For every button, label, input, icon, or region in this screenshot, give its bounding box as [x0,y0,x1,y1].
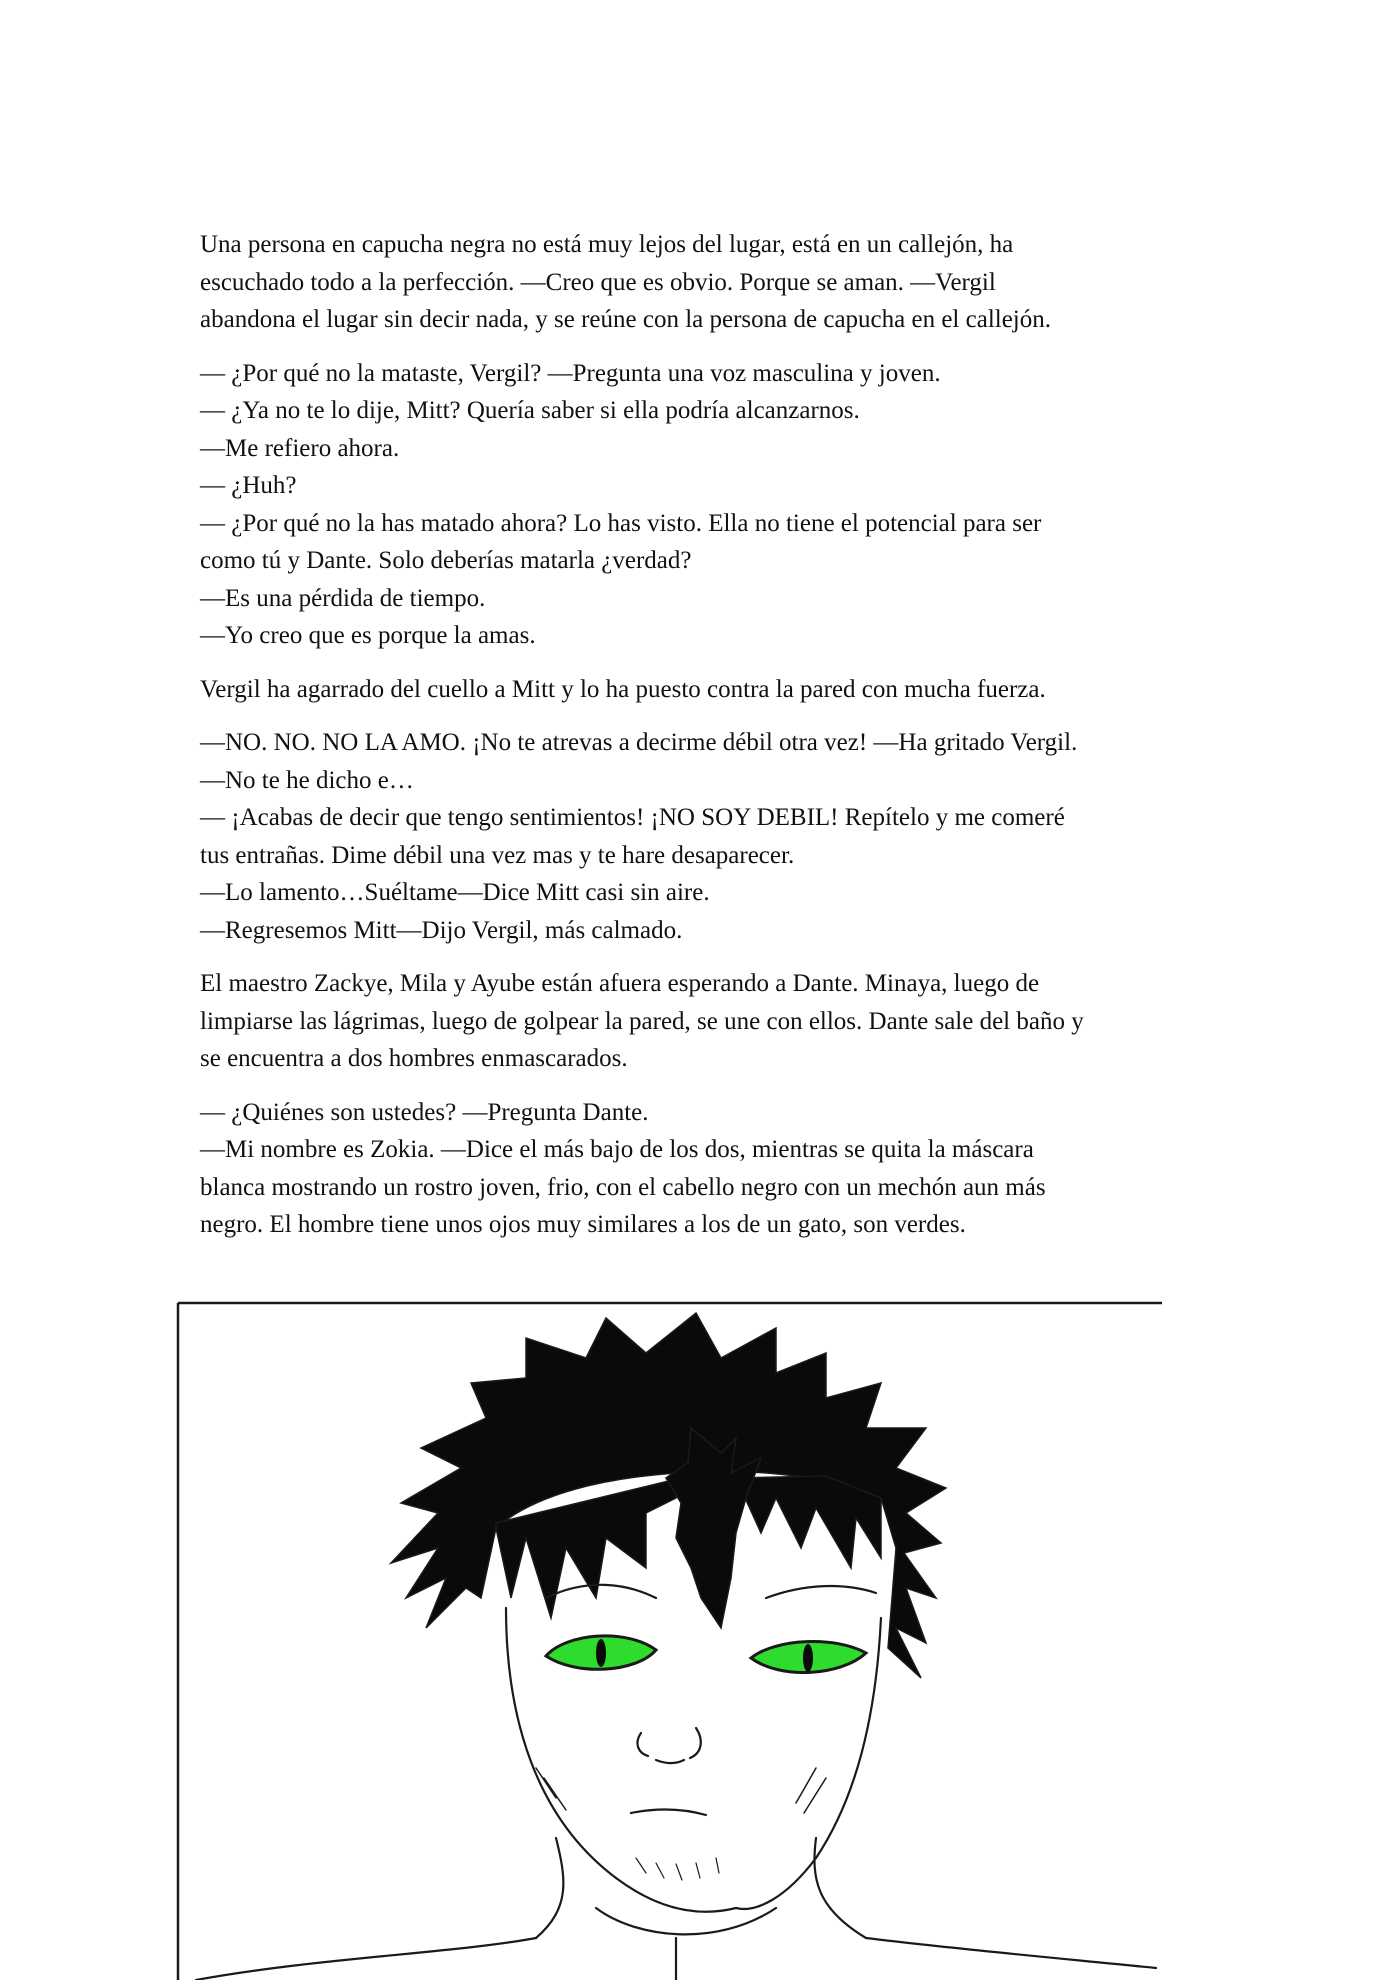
paragraph-5 [200,965,1210,1078]
text-line: —Regresemos Mitt—Dijo Vergil, más calmado. [200,916,683,944]
paragraph-2 [200,355,1210,655]
character-illustration [176,1298,1176,1980]
paragraph-6 [200,1094,1210,1244]
text-line: limpiarse las lágrimas, luego de golpear la pared, se une con ellos. Dante sale del baño y [200,1007,1084,1035]
text-line: Vergil ha agarrado del cuello a Mitt y lo ha puesto contra la pared con mucha fuerza. [200,675,1046,703]
text-line: Una persona en capucha negra no está muy lejos del lugar, está en un callejón, ha [200,231,1014,258]
text-line: abandona el lugar sin decir nada, y se reúne con la persona de capucha en el callejón. [200,306,1052,333]
paragraph-4 [200,724,1210,949]
left-eye-icon [546,1636,656,1669]
text-line: se encuentra a dos hombres enmascarados. [200,1045,628,1072]
text-line: —NO. NO. NO LA AMO. ¡No te atrevas a decirme débil otra vez! —Ha gritado Vergil. [200,729,1078,756]
text-line: escuchado todo a la perfección. —Creo que es obvio. Porque se aman. —Vergil [200,268,996,296]
text-line: — ¿Huh? [200,472,297,499]
text-line: —No te he dicho e… [200,766,414,794]
text-line: —Mi nombre es Zokia. —Dice el más bajo de los dos, mientras se quita la máscara [200,1136,1034,1163]
text-line: tus entrañas. Dime débil una vez mas y te hare desaparecer. [200,841,795,869]
text-line: — ¡Acabas de decir que tengo sentimientos! ¡NO SOY DEBIL! Repítelo y me comeré [200,804,1065,831]
text-line: —Me refiero ahora. [200,434,400,462]
text-line: — ¿Por qué no la has matado ahora? Lo has visto. Ella no tiene el potencial para ser [200,509,1042,537]
text-line: — ¿Por qué no la mataste, Vergil? —Pregunta una voz masculina y joven. [200,359,941,387]
paragraph-3 [200,671,1210,709]
story-text [200,226,1210,1244]
hair [391,1313,946,1678]
paragraph-1 [200,226,1210,339]
right-eye-icon [751,1642,866,1673]
text-line: El maestro Zackye, Mila y Ayube están afuera esperando a Dante. Minaya, luego de [200,970,1040,997]
face-lines [196,1585,1156,1980]
eyes [546,1636,866,1673]
text-line: —Yo creo que es porque la amas. [200,622,536,649]
text-line: —Es una pérdida de tiempo. [200,584,486,612]
text-line: negro. El hombre tiene unos ojos muy similares a los de un gato, son verdes. [200,1211,966,1238]
text-line: — ¿Quiénes son ustedes? —Pregunta Dante. [200,1098,649,1126]
text-line: blanca mostrando un rostro joven, frio, con el cabello negro con un mechón aun más [200,1173,1046,1201]
text-line: como tú y Dante. Solo deberías matarla ¿verdad? [200,547,692,574]
text-line: —Lo lamento…Suéltame—Dice Mitt casi sin aire. [200,879,710,906]
portrait-drawing [176,1298,1176,1980]
text-line: — ¿Ya no te lo dije, Mitt? Quería saber si ella podría alcanzarnos. [200,397,860,424]
